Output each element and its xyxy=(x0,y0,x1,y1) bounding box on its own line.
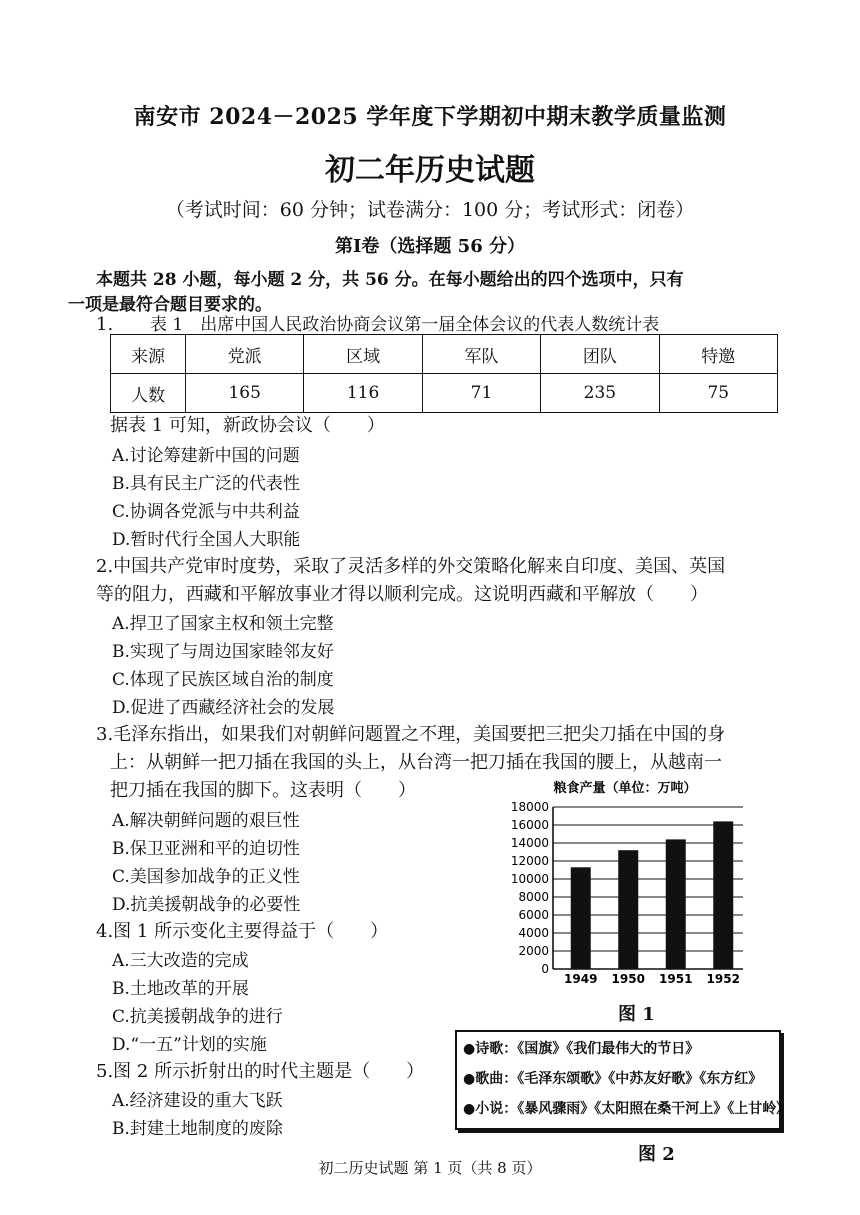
question-5-option-a: A.经济建设的重大飞跃 xyxy=(112,1091,283,1111)
figure-2-novels-row: ●小说：《暴风骤雨》《太阳照在桑干河上》《上甘岭》 xyxy=(463,1101,791,1117)
question-4-option-d: D.“一五”计划的实施 xyxy=(112,1035,267,1055)
table-cell: 165 xyxy=(186,374,304,413)
question-4-option-a: A.三大改造的完成 xyxy=(112,951,249,971)
table-cell: 116 xyxy=(304,374,422,413)
question-5-option-b: B.封建土地制度的废除 xyxy=(112,1119,283,1139)
chart-bar xyxy=(713,821,733,969)
instructions-line-1: 本题共 28 小题，每小题 2 分，共 56 分。在每小题给出的四个选项中，只有 xyxy=(96,270,684,290)
question-3-option-d: D.抗美援朝战争的必要性 xyxy=(112,895,301,915)
chart-y-tick-label: 10000 xyxy=(510,872,549,886)
table-cell: 235 xyxy=(541,374,659,413)
table-cell: 人数 xyxy=(111,374,186,413)
table-header-cell: 党派 xyxy=(186,335,304,374)
section-title: 第Ⅰ卷（选择题 56 分） xyxy=(334,236,525,257)
question-5-stem: 5.图 2 所示折射出的时代主题是（ ） xyxy=(96,1061,425,1082)
table-header-cell: 团队 xyxy=(541,335,659,374)
table-cell: 75 xyxy=(659,374,777,413)
question-3-line-3: 把刀插在我国的脚下。这表明（ ） xyxy=(110,780,416,801)
question-1-stem: 据表 1 可知，新政协会议（ ） xyxy=(110,415,385,436)
chart-y-tick-label: 18000 xyxy=(510,800,549,814)
chart-y-tick-label: 14000 xyxy=(510,836,549,850)
chart-x-tick-label: 1952 xyxy=(706,972,740,986)
question-1-option-d: D.暂时代行全国人大职能 xyxy=(112,530,301,550)
question-2-option-a: A.捍卫了国家主权和领土完整 xyxy=(112,614,334,634)
table-header-cell: 来源 xyxy=(111,335,186,374)
question-3-option-b: B.保卫亚洲和平的迫切性 xyxy=(112,839,300,859)
figure-1-caption: 图 1 xyxy=(618,1004,655,1025)
exam-info: （考试时间：60 分钟；试卷满分：100 分；考试形式：闭卷） xyxy=(165,199,695,221)
figure-2-poetry-row: ●诗歌：《国旗》《我们最伟大的节日》 xyxy=(463,1041,700,1057)
chart-bar xyxy=(571,867,591,969)
question-1-option-b: B.具有民主广泛的代表性 xyxy=(112,474,300,494)
question-1-option-c: C.协调各党派与中共利益 xyxy=(112,502,300,522)
chart-x-tick-label: 1951 xyxy=(659,972,693,986)
chart-bar xyxy=(666,839,686,969)
question-4-option-c: C.抗美援朝战争的进行 xyxy=(112,1007,283,1027)
instructions-line-2: 一项是最符合题目要求的。 xyxy=(68,295,272,315)
chart-x-tick-label: 1950 xyxy=(611,972,645,986)
figure-2-box xyxy=(455,1030,791,1130)
chart-title: 粮食产量（单位：万吨） xyxy=(553,781,697,796)
chart-y-tick-label: 2000 xyxy=(518,944,549,958)
grain-output-bar-chart xyxy=(495,775,755,987)
table-1 xyxy=(110,334,778,413)
chart-y-tick-label: 6000 xyxy=(518,908,549,922)
question-2-line-2: 等的阻力，西藏和平解放事业才得以顺利完成。这说明西藏和平解放（ ） xyxy=(96,584,708,605)
question-2-option-b: B.实现了与周边国家睦邻友好 xyxy=(112,642,334,662)
table-cell: 71 xyxy=(422,374,540,413)
figure-2-songs-row: ●歌曲：《毛泽东颂歌》《中苏友好歌》《东方红》 xyxy=(463,1071,763,1087)
table-row xyxy=(111,374,778,413)
table-header-cell: 军队 xyxy=(422,335,540,374)
chart-y-tick-label: 4000 xyxy=(518,926,549,940)
question-4-option-b: B.土地改革的开展 xyxy=(112,979,249,999)
figure-2-caption: 图 2 xyxy=(638,1144,675,1165)
chart-y-tick-label: 16000 xyxy=(510,818,549,832)
chart-y-tick-label: 12000 xyxy=(510,854,549,868)
chart-x-tick-label: 1949 xyxy=(564,972,598,986)
question-1-number: 1. xyxy=(96,314,114,335)
page-footer: 初二历史试题 第 1 页（共 8 页） xyxy=(318,1159,542,1177)
question-2-line-1: 2.中国共产党审时度势，采取了灵活多样的外交策略化解来自印度、美国、英国 xyxy=(96,556,726,577)
table-header-row xyxy=(111,335,778,374)
figure-1-chart xyxy=(495,775,755,987)
question-3-option-a: A.解决朝鲜问题的艰巨性 xyxy=(112,811,300,831)
chart-y-tick-label: 0 xyxy=(541,962,549,976)
question-3-option-c: C.美国参加战争的正义性 xyxy=(112,867,300,887)
question-3-line-2: 上：从朝鲜一把刀插在我国的头上，从台湾一把刀插在我国的腰上，从越南一 xyxy=(110,752,722,773)
table-1-caption: 表 1 出席中国人民政治协商会议第一届全体会议的代表人数统计表 xyxy=(150,315,660,335)
exam-header-title: 南安市 2024－2025 学年度下学期初中期末教学质量监测 xyxy=(133,104,727,130)
question-2-option-c: C.体现了民族区域自治的制度 xyxy=(112,670,334,690)
paper-title: 初二年历史试题 xyxy=(325,153,535,188)
table-header-cell: 特邀 xyxy=(659,335,777,374)
chart-y-tick-label: 8000 xyxy=(518,890,549,904)
table-header-cell: 区域 xyxy=(304,335,422,374)
question-1-option-a: A.讨论筹建新中国的问题 xyxy=(112,446,300,466)
question-3-line-1: 3.毛泽东指出，如果我们对朝鲜问题置之不理，美国要把三把尖刀插在中国的身 xyxy=(96,724,726,745)
chart-bar xyxy=(618,850,638,969)
question-4-stem: 4.图 1 所示变化主要得益于（ ） xyxy=(96,921,389,942)
question-2-option-d: D.促进了西藏经济社会的发展 xyxy=(112,698,335,718)
